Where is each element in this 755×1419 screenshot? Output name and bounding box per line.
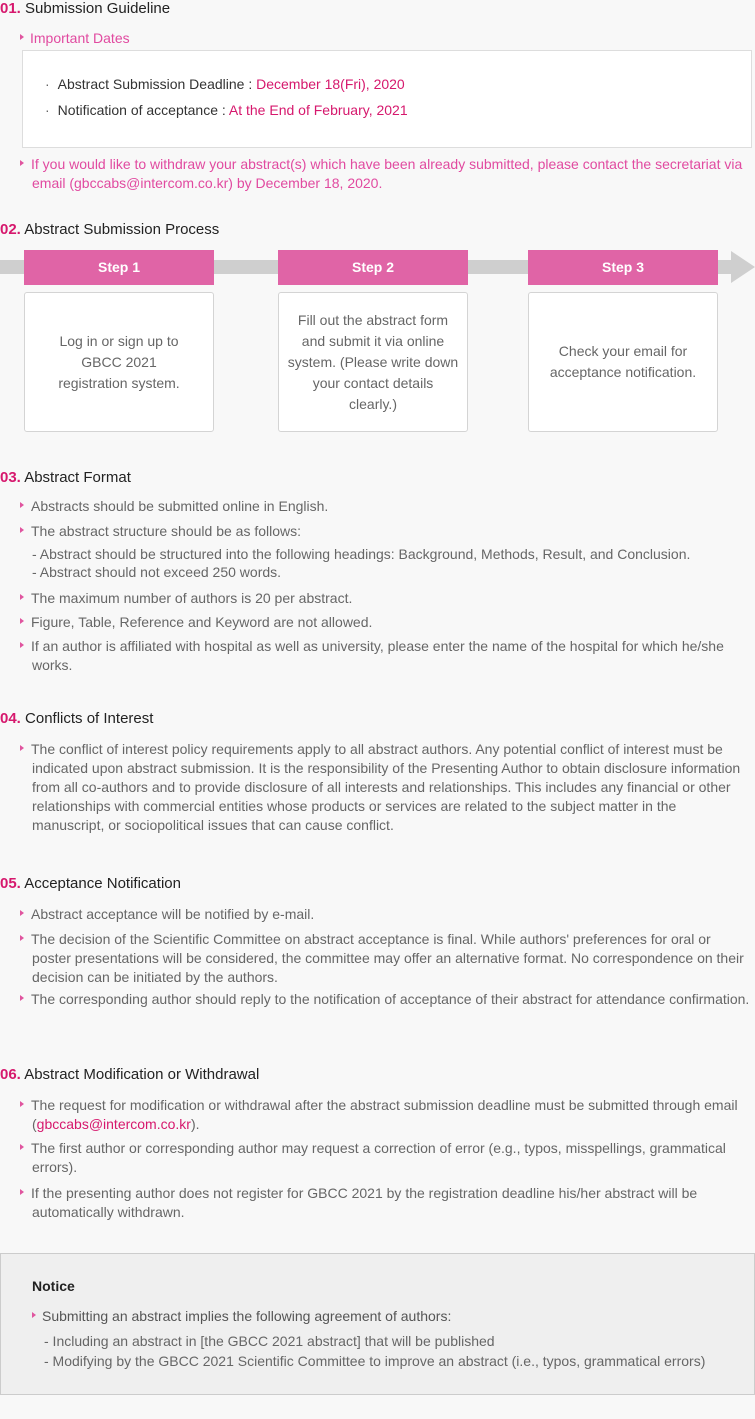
format-bullet-5: If an author is affiliated with hospital as well as university, please enter the name of the hospital for which he/she works. xyxy=(20,637,750,675)
bullet-icon xyxy=(20,160,24,166)
section-title-acceptance xyxy=(0,875,181,892)
step-2-text: Fill out the abstract form and submit it via online system. (Please write down your contact details clearly.) xyxy=(287,311,459,412)
bullet-icon xyxy=(20,502,24,508)
acceptance-bullet-2: The decision of the Scientific Committee on abstract acceptance is final. While authors' preferences for oral or poster presentations will be considered, the committee may offer an alternative format. No correspondence on their decision can be initiated by the authors. xyxy=(20,930,750,987)
section-number: 04. xyxy=(0,710,21,727)
bullet-icon xyxy=(20,995,24,1001)
section-title-abstract-format xyxy=(0,469,131,486)
important-dates-heading xyxy=(20,30,130,46)
step-1-label: Step 1 xyxy=(24,250,214,285)
step-3-label: Step 3 xyxy=(528,250,718,285)
section-number: 05. xyxy=(0,875,21,892)
withdraw-note: If you would like to withdraw your abstract(s) which have been already submitted, please contact the secretariat via email (gbccabs@intercom.co.kr) by December 18, 2020. xyxy=(20,155,750,193)
format-bullet-2: The abstract structure should be as follows: xyxy=(20,522,750,541)
modification-bullet-3: If the presenting author does not register for GBCC 2021 by the registration deadline his/her abstract will be automatically withdrawn. xyxy=(20,1184,750,1222)
format-bullet-4: Figure, Table, Reference and Keyword are not allowed. xyxy=(20,613,750,632)
step-2-label: Step 2 xyxy=(278,250,468,285)
format-dash-1: - Abstract should be structured into the following headings: Background, Methods, Result, and Conclusion. xyxy=(32,546,691,562)
section-title-modification xyxy=(0,1066,259,1083)
notice-dash-2: - Modifying by the GBCC 2021 Scientific Committee to improve an abstract (i.e., typos, grammatical errors) xyxy=(44,1353,706,1369)
bullet-icon xyxy=(20,935,24,941)
notice-line: Submitting an abstract implies the following agreement of authors: xyxy=(32,1308,451,1324)
email-link[interactable]: gbccabs@intercom.co.kr xyxy=(36,1116,191,1132)
notice-dash-1: - Including an abstract in [the GBCC 2021 abstract] that will be published xyxy=(44,1333,495,1349)
bullet-icon xyxy=(32,1312,36,1318)
section-title-text: Abstract Modification or Withdrawal xyxy=(24,1066,260,1083)
bullet-icon xyxy=(20,910,24,916)
format-bullet-1: Abstracts should be submitted online in English. xyxy=(20,497,750,516)
bullet-icon xyxy=(20,1101,24,1107)
acceptance-bullet-3: The corresponding author should reply to the notification of acceptance of their abstract for attendance confirmation. xyxy=(20,990,750,1009)
section-number: 06. xyxy=(0,1066,21,1083)
notice-box xyxy=(0,1253,755,1395)
section-title-text: Conflicts of Interest xyxy=(25,710,154,727)
section-title-text: Acceptance Notification xyxy=(24,875,181,892)
step-1-text: Log in or sign up to GBCC 2021 registration system. xyxy=(58,332,180,391)
bullet-icon xyxy=(20,34,24,40)
bullet-icon xyxy=(20,1189,24,1195)
bullet-icon xyxy=(20,745,24,751)
step-2-box xyxy=(278,292,468,432)
section-number: 02. xyxy=(0,221,21,238)
modification-bullet-1: The request for modification or withdrawal after the abstract submission deadline must be submitted through email (gbccabs@intercom.co.kr). xyxy=(20,1096,750,1134)
section-title-text: Abstract Submission Process xyxy=(24,221,220,238)
deadline-value: December 18(Fri), 2020 xyxy=(256,76,405,92)
step-3-text: Check your email for acceptance notification. xyxy=(549,343,697,380)
process-arrow-icon xyxy=(731,251,755,283)
bullet-icon xyxy=(20,527,24,533)
bullet-icon xyxy=(20,642,24,648)
notification-row: · Notification of acceptance : At the End of February, 2021 xyxy=(45,102,408,118)
conflicts-bullet-1: The conflict of interest policy requirements apply to all abstract authors. Any potential conflict of interest must be indicated upon abstract submission. It is the responsibility of the Presenting Author to obtain disclosure information from all co-authors and to provide disclosure of all interests and relationships. This includes any financial or other relationships with commercial entities whose products or services are related to the subject matter in the manuscript, or sociopolitical issues that can cause conflict. xyxy=(20,740,750,835)
step-1-box xyxy=(24,292,214,432)
important-dates-label: Important Dates xyxy=(30,30,130,46)
section-title-conflicts xyxy=(0,710,153,727)
bullet-icon xyxy=(20,1144,24,1150)
modification-bullet-2: The first author or corresponding author may request a correction of error (e.g., typos, misspellings, grammatical errors). xyxy=(20,1139,750,1177)
section-number: 01. xyxy=(0,0,21,17)
section-title-text: Submission Guideline xyxy=(25,0,171,17)
deadline-label: Abstract Submission Deadline : xyxy=(57,76,257,92)
bullet-icon xyxy=(20,618,24,624)
format-bullet-3: The maximum number of authors is 20 per abstract. xyxy=(20,589,750,608)
notice-title: Notice xyxy=(32,1278,75,1294)
bullet-icon xyxy=(20,594,24,600)
section-title-submission-guideline xyxy=(0,0,170,17)
acceptance-bullet-1: Abstract acceptance will be notified by e-mail. xyxy=(20,905,750,924)
notification-value: At the End of February, 2021 xyxy=(228,102,408,118)
important-dates-box xyxy=(22,50,752,148)
format-dash-2: - Abstract should not exceed 250 words. xyxy=(32,564,282,580)
section-number: 03. xyxy=(0,469,21,486)
deadline-row: · Abstract Submission Deadline : December 18(Fri), 2020 xyxy=(45,76,405,92)
section-title-submission-process xyxy=(0,221,219,238)
section-title-text: Abstract Format xyxy=(24,469,131,486)
step-3-box xyxy=(528,292,718,432)
notification-label: Notification of acceptance : xyxy=(57,102,229,118)
